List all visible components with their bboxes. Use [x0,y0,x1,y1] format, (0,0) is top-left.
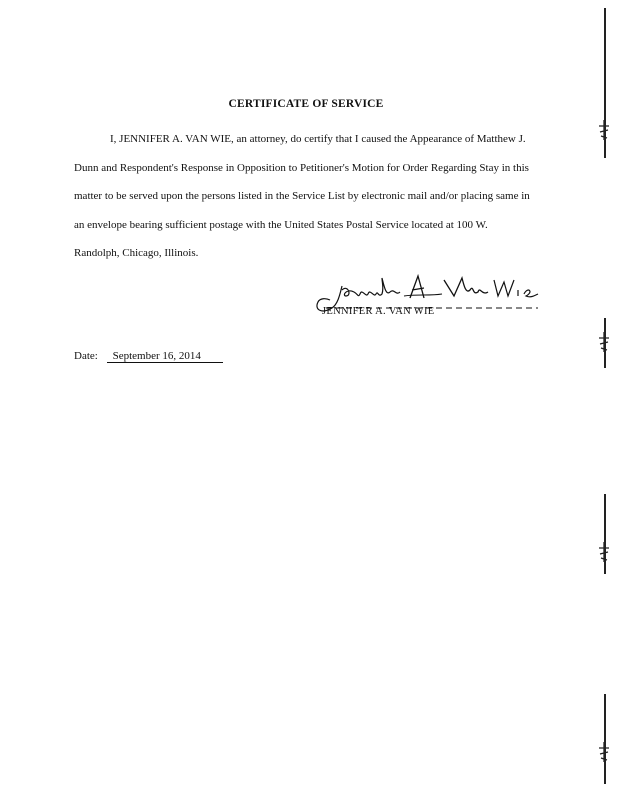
signer-name: JENNIFER A. VAN WIE [322,306,435,317]
margin-mark-icon [596,740,612,764]
date-value: September 16, 2014 [107,350,223,363]
margin-mark-icon [596,118,612,142]
date-row [74,350,223,363]
certificate-paragraph [74,125,532,268]
margin-mark-icon [596,330,612,354]
margin-mark-icon [596,540,612,564]
document-title: CERTIFICATE OF SERVICE [228,98,384,110]
date-label: Date: [74,350,98,362]
margin-rule-bottom [604,694,606,784]
certificate-paragraph-text: I, JENNIFER A. VAN WIE, an attorney, do certify that I caused the Appearance of Matthew J. Dunn and Respondent's Response in Opposition to Petitioner's Motion for Order Regarding Stay in this matter to be served upon the persons listed in the Service List by electronic mail and/or placing same in an envelope bearing sufficient postage with the United States Postal Service located at 100 W. Randolph, Chicago, Illinois. [74,133,530,259]
